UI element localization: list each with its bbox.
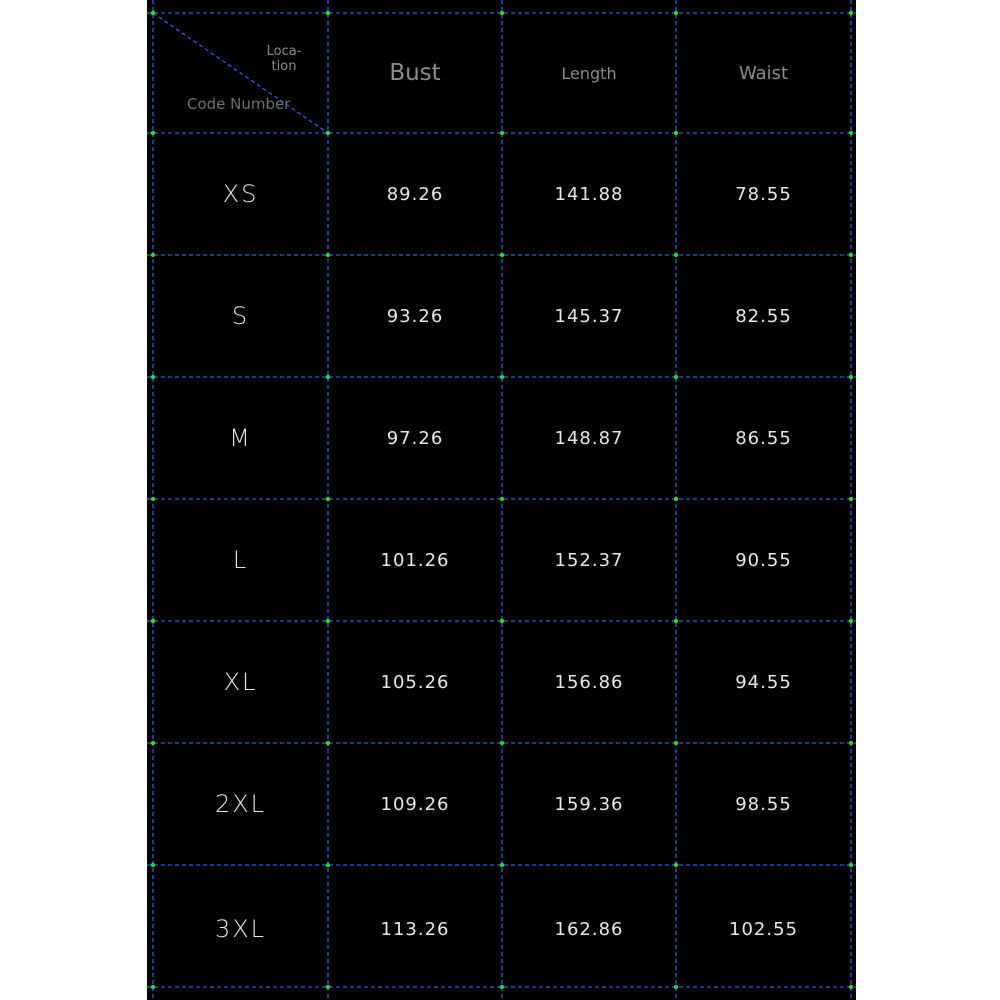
table-cell-length: 156.86 [554,671,624,693]
grid-node-dot [151,11,155,15]
table-row-size: 3XL [214,915,267,943]
table-cell-waist: 82.55 [735,305,792,327]
header-corner-location [259,44,309,74]
table-row-size: S [231,302,250,330]
table-cell-length: 148.87 [554,427,624,449]
corner-location-label: Loca- tion [266,44,302,74]
table-cell-length: 141.88 [554,183,624,205]
column-header-length: Length [561,63,617,83]
table-cell-length: 162.86 [554,918,624,940]
table-cell-waist: 90.55 [735,549,792,571]
table-cell-bust: 105.26 [380,671,450,693]
corner-code-number-label: Code Number [187,95,291,113]
table-cell-bust: 89.26 [386,183,444,205]
table-cell-bust: 93.26 [386,305,444,327]
table-row-size: L [232,546,249,574]
table-cell-bust: 97.26 [386,427,444,449]
table-cell-bust: 113.26 [380,918,450,940]
table-cell-waist: 86.55 [735,427,792,449]
table-cell-waist: 94.55 [735,671,792,693]
table-row-size: 2XL [214,790,267,818]
table-cell-bust: 101.26 [380,549,450,571]
table-cell-length: 159.36 [554,793,624,815]
size-chart-sheet [147,0,856,1000]
table-cell-waist: 78.55 [735,183,792,205]
table-cell-waist: 98.55 [735,793,792,815]
table-cell-length: 145.37 [554,305,624,327]
table-row-size: XS [222,180,259,208]
table-row-size: M [229,424,252,452]
table-row-size: XL [223,668,258,696]
table-cell-length: 152.37 [554,549,624,571]
column-header-waist: Waist [738,62,789,84]
table-cell-bust: 109.26 [380,793,450,815]
column-header-bust: Bust [389,60,441,86]
header-corner-code-number [187,95,290,113]
table-cell-waist: 102.55 [729,918,798,940]
